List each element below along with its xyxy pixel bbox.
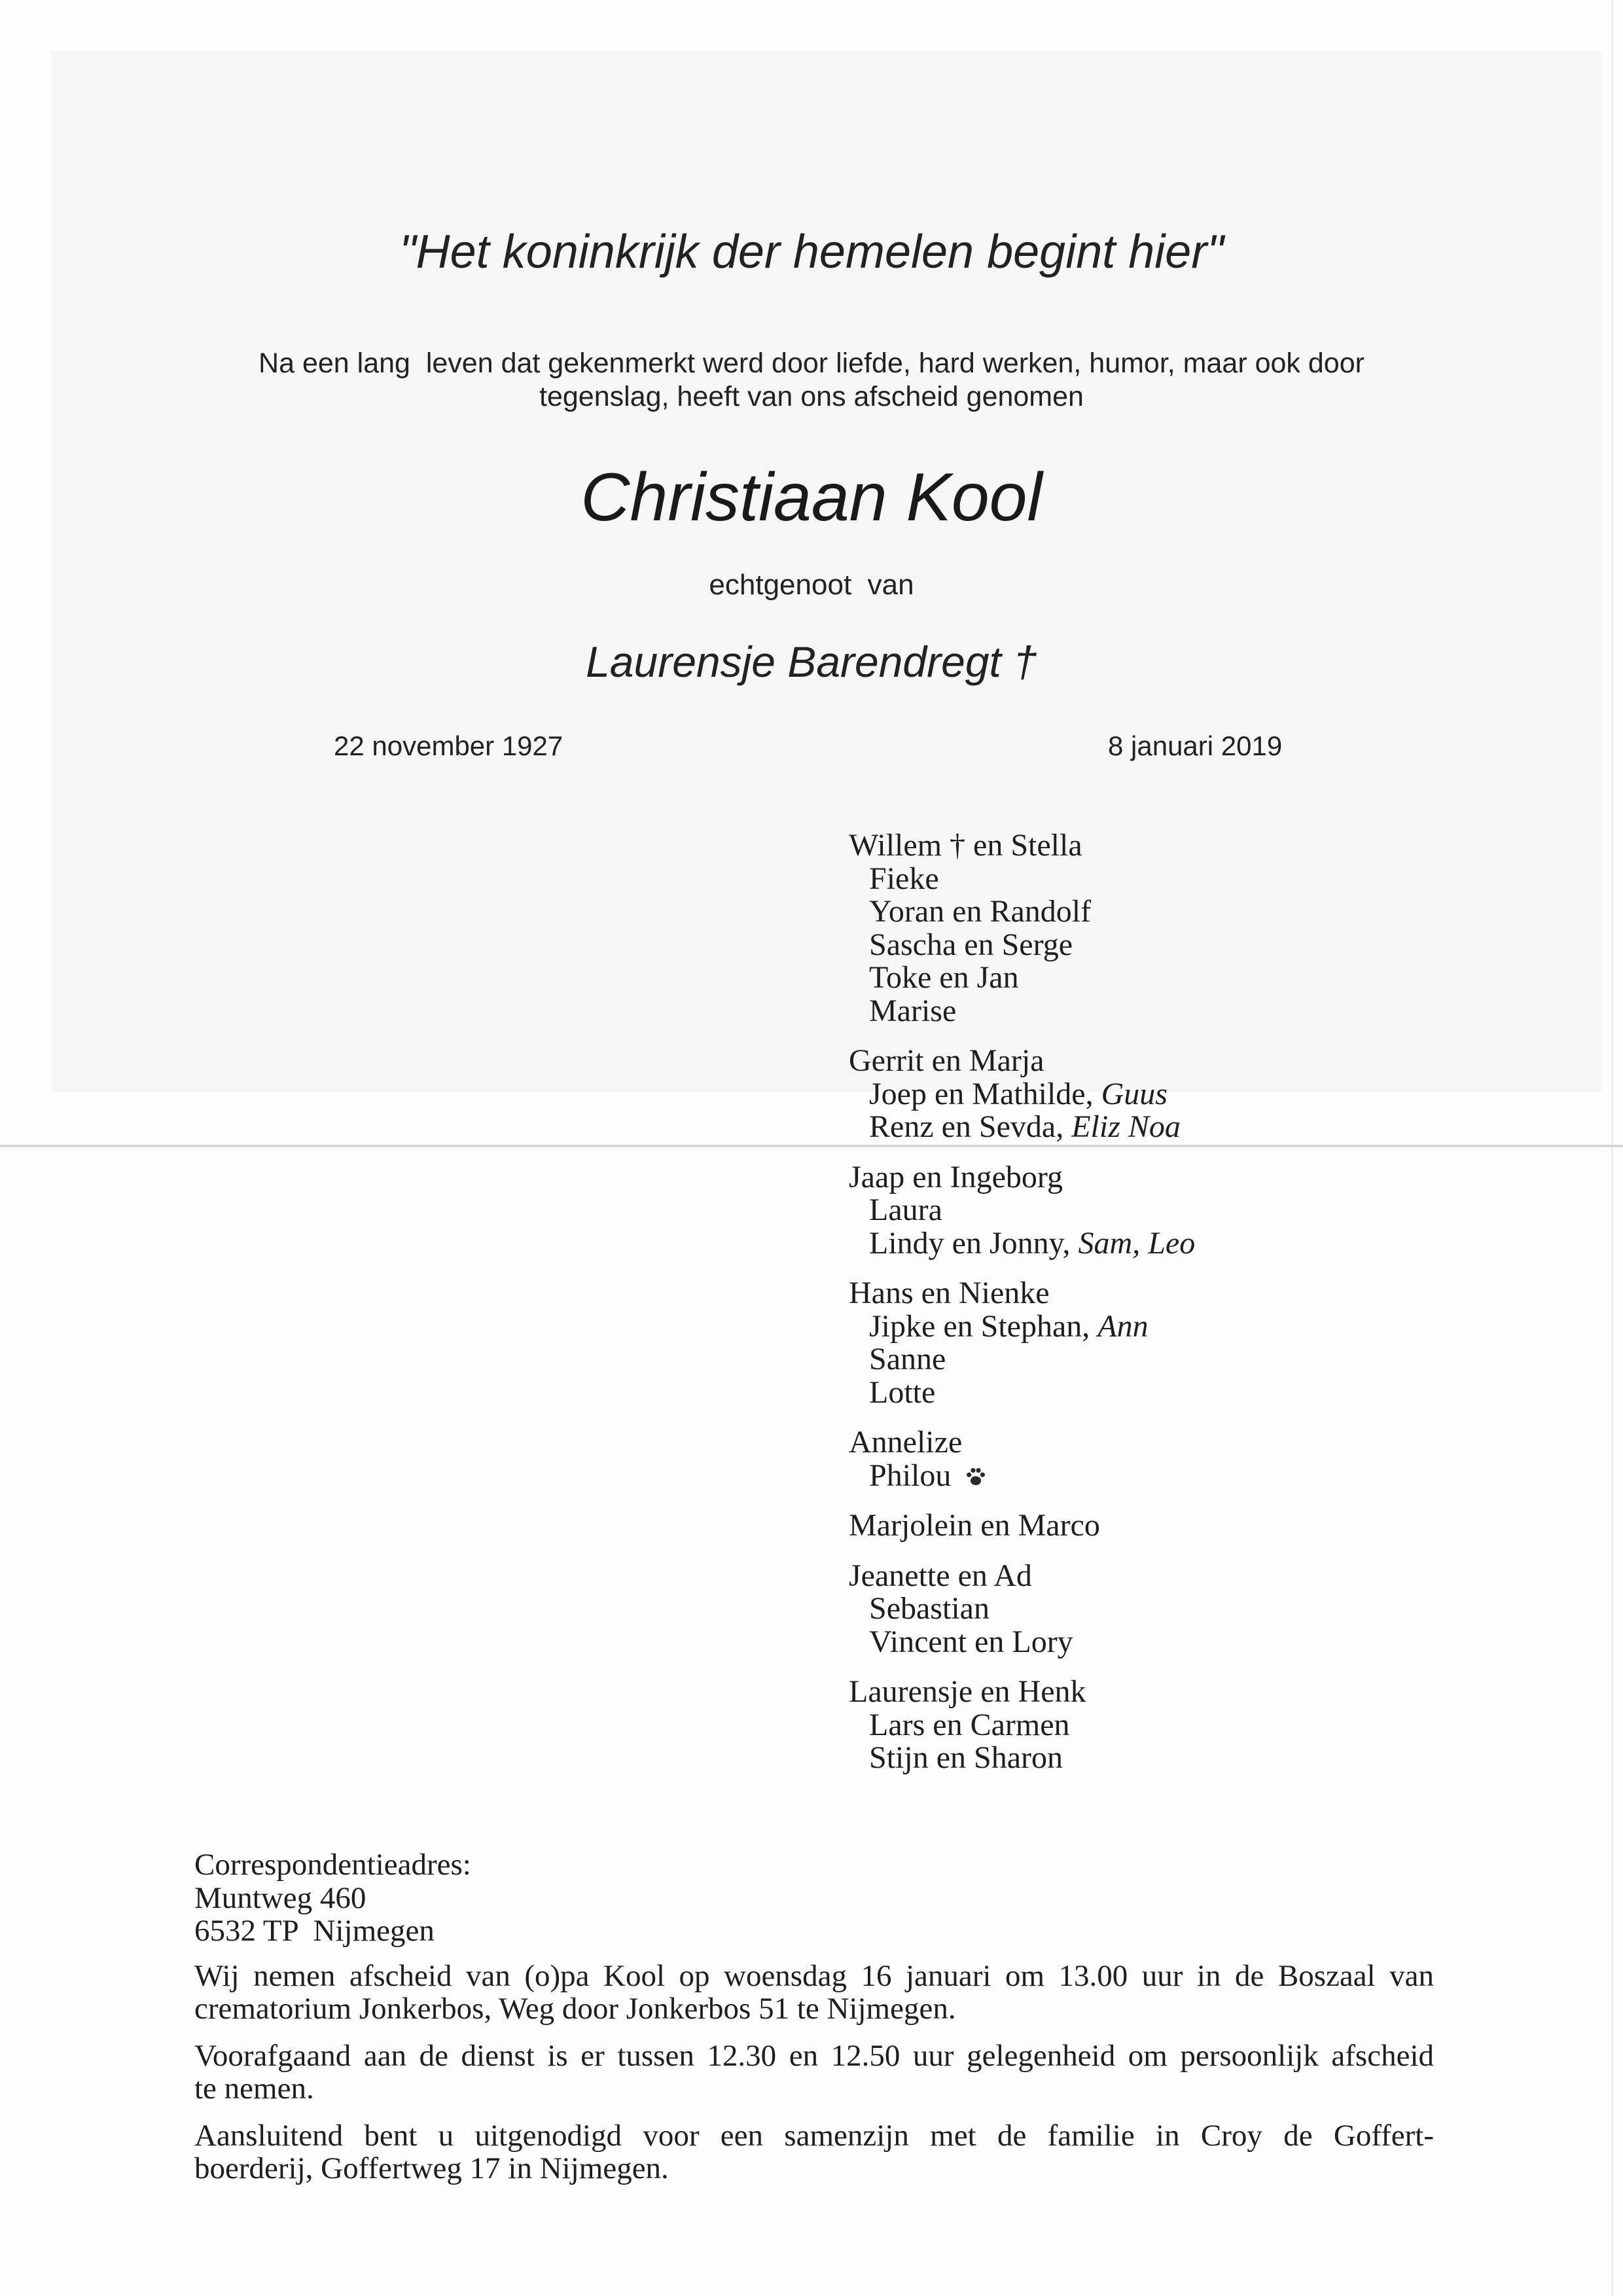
family-member <box>849 1742 1195 1775</box>
family-head <box>849 1045 1195 1078</box>
family-name-text: Sanne <box>869 1342 946 1376</box>
family-name-text: Marjolein en Marco <box>849 1508 1100 1543</box>
spouse-name: Laurensje Barendregt † <box>586 637 1037 686</box>
family-member <box>849 1111 1195 1144</box>
grandchild-names: Ann <box>1097 1308 1149 1344</box>
family-name-text: Vincent en Lory <box>869 1624 1073 1659</box>
family-name-text: Lars en Carmen <box>869 1707 1070 1742</box>
intro-line: tegenslag, heeft van ons afscheid genomen <box>539 381 1084 412</box>
family-name-text: Laura <box>869 1193 942 1227</box>
grandchild-names: Sam, Leo <box>1078 1225 1196 1261</box>
intro-text <box>0 347 1623 414</box>
family-name-text: Marise <box>869 993 957 1028</box>
family-name-text: Renz en Sevda, <box>869 1109 1064 1144</box>
family-group <box>849 829 1195 1028</box>
notice-paragraph-gathering <box>194 2119 1434 2185</box>
family-name-text: Toke en Jan <box>869 960 1019 995</box>
family-group <box>849 1676 1195 1775</box>
family-name-text: Joep en Mathilde, <box>869 1076 1094 1111</box>
family-member <box>849 895 1195 929</box>
intro-line: Na een lang leven dat gekenmerkt werd door liefde, hard werken, humor, maar ook door <box>259 348 1364 379</box>
family-group <box>849 1426 1195 1492</box>
family-name-text: Jeanette en Ad <box>849 1558 1032 1593</box>
death-date: 8 januari 2019 <box>1108 730 1283 761</box>
correspondence-label: Correspondentieadres: <box>194 1848 471 1882</box>
family-member <box>849 1376 1195 1410</box>
family-member <box>849 1626 1195 1659</box>
notice-line: boerderij, Goffertweg 17 in Nijmegen. <box>194 2151 669 2185</box>
family-group <box>849 1045 1195 1144</box>
grandchild-names: Guus <box>1101 1076 1168 1111</box>
birth-date: 22 november 1927 <box>334 730 563 761</box>
family-member <box>849 929 1195 962</box>
opening-quote: "Het koninkrijk der hemelen begint hier" <box>399 226 1224 278</box>
family-name-text: Philou <box>869 1458 952 1493</box>
correspondence-city: 6532 TP Nijmegen <box>194 1914 435 1948</box>
relation-label: echtgenoot van <box>709 569 914 601</box>
grandchild-names: Eliz Noa <box>1071 1109 1181 1144</box>
notice-paragraph-ceremony <box>194 1960 1434 2026</box>
family-member <box>849 1343 1195 1376</box>
family-name-text: Jaap en Ingeborg <box>849 1159 1063 1194</box>
family-group <box>849 1277 1195 1409</box>
family-member <box>849 995 1195 1028</box>
family-member <box>849 1592 1195 1626</box>
family-group <box>849 1161 1195 1261</box>
family-group <box>849 1560 1195 1659</box>
family-member <box>849 1310 1195 1344</box>
family-name-text: Gerrit en Marja <box>849 1043 1044 1078</box>
correspondence-street: Muntweg 460 <box>194 1880 366 1915</box>
family-head <box>849 829 1195 863</box>
notice-paragraph-farewell <box>194 2039 1434 2106</box>
family-member <box>849 1227 1195 1261</box>
family-member <box>849 1194 1195 1227</box>
family-member <box>849 863 1195 896</box>
family-name-text: Jipke en Stephan, <box>869 1308 1090 1344</box>
family-head <box>849 1560 1195 1593</box>
family-member <box>849 1078 1195 1111</box>
card-edge <box>1611 0 1613 2296</box>
notice-block <box>194 1848 1434 2185</box>
notice-line: Aansluitend bent u uitgenodigd voor een samenzijn met de familie in Croy de Goffert- <box>194 2118 1434 2153</box>
family-member <box>849 961 1195 995</box>
notice-line: Wij nemen afscheid van (o)pa Kool op woensdag 16 januari om 13.00 uur in de Boszaal van <box>194 1958 1434 1993</box>
family-name-text: Fieke <box>869 861 939 896</box>
family-name-text: Lindy en Jonny, <box>869 1225 1071 1261</box>
family-head <box>849 1509 1195 1543</box>
family-group <box>849 1509 1195 1543</box>
family-name-text: Hans en Nienke <box>849 1276 1050 1310</box>
family-name-text: Sebastian <box>869 1591 990 1626</box>
notice-line: crematorium Jonkerbos, Weg door Jonkerbos 51 te Nijmegen. <box>194 1992 956 2026</box>
card-fold-line <box>0 1145 1623 1147</box>
family-name-text: Sascha en Serge <box>869 927 1073 962</box>
family-head <box>849 1676 1195 1709</box>
deceased-name: Christiaan Kool <box>580 459 1043 535</box>
family-head <box>849 1426 1195 1460</box>
family-list <box>849 829 1195 1775</box>
family-name-text: Willem † en Stella <box>849 828 1082 863</box>
notice-line: Voorafgaand aan de dienst is er tussen 12.30 en 12.50 uur gelegenheid om persoonlijk afscheid <box>194 2038 1434 2073</box>
family-name-text: Lotte <box>869 1374 936 1410</box>
family-head <box>849 1277 1195 1310</box>
family-member <box>849 1460 1195 1493</box>
family-name-text: Annelize <box>849 1425 963 1460</box>
family-name-text: Stijn en Sharon <box>869 1740 1063 1775</box>
family-member <box>849 1709 1195 1742</box>
family-name-text: Laurensje en Henk <box>849 1674 1086 1709</box>
paw-icon <box>964 1465 988 1488</box>
family-head <box>849 1161 1195 1194</box>
family-name-text: Yoran en Randolf <box>869 894 1092 929</box>
notice-line: te nemen. <box>194 2072 314 2106</box>
